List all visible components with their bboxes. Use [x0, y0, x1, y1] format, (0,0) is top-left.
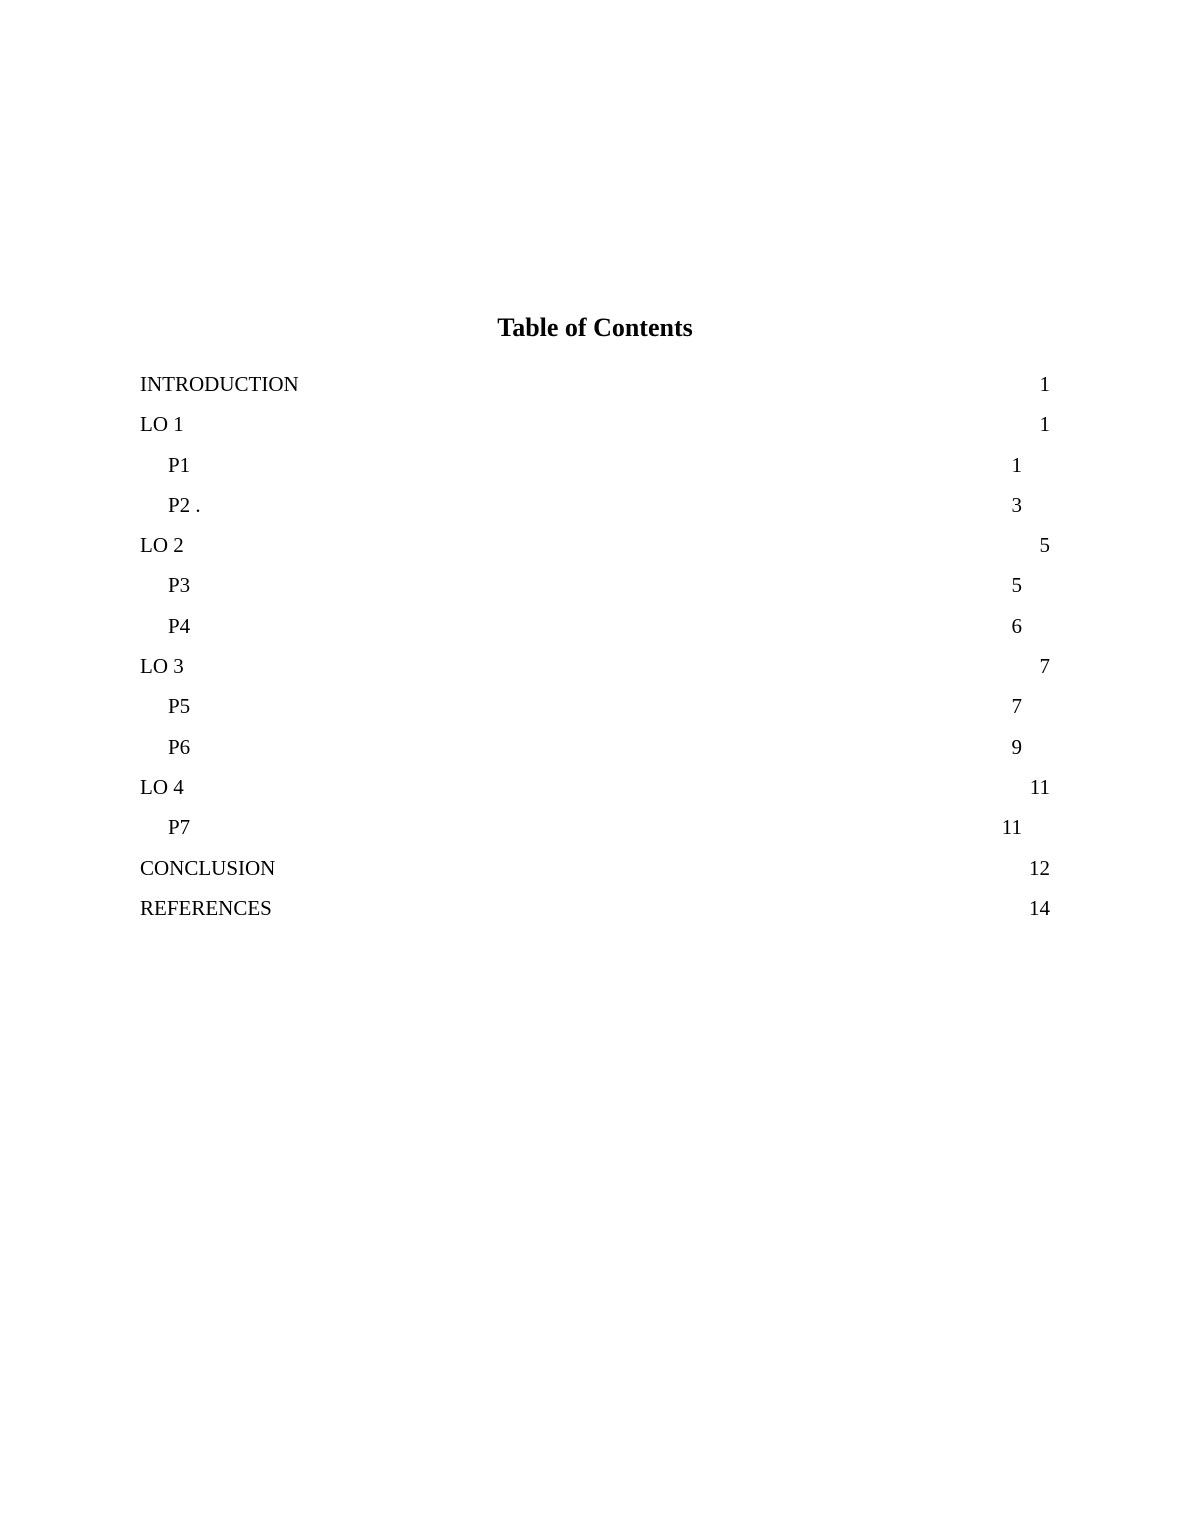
toc-entry-page: 14	[1029, 895, 1050, 920]
toc-entry[interactable]	[140, 727, 1022, 767]
toc-entry-page: 11	[1029, 774, 1050, 799]
toc-entry-label: P6	[168, 734, 196, 759]
toc-entry-label: CONCLUSION	[140, 855, 286, 880]
toc-entry[interactable]	[140, 404, 1050, 444]
toc-entry[interactable]	[140, 848, 1050, 888]
toc-entry-page: 12	[1029, 855, 1050, 880]
toc-entry-page: 7	[1039, 654, 1050, 679]
toc-entry-label: LO 1	[140, 412, 184, 437]
toc-entry[interactable]	[140, 525, 1050, 565]
toc-entry-page: 1	[1039, 372, 1050, 396]
toc-entry[interactable]	[140, 807, 1022, 847]
toc-entry-page: 7	[1011, 694, 1022, 719]
toc-entry[interactable]	[140, 888, 1050, 928]
toc-entry-page: 6	[1011, 613, 1022, 638]
toc-entry[interactable]	[140, 646, 1050, 686]
toc-entry-label: P1	[168, 452, 196, 477]
toc-entry[interactable]	[140, 565, 1022, 605]
toc-entry-label: REFERENCES	[140, 895, 278, 920]
toc-entry[interactable]	[140, 485, 1022, 525]
toc-entry-page: 5	[1011, 573, 1022, 598]
toc-entry[interactable]	[140, 364, 1050, 404]
toc-entry-label: P2 .	[168, 492, 206, 517]
toc-entry[interactable]	[140, 606, 1022, 646]
toc-entry-label: LO 4	[140, 774, 189, 799]
toc-entry-page: 3	[1011, 492, 1022, 517]
toc-entry[interactable]	[140, 767, 1050, 807]
toc-entry-label: LO 2	[140, 533, 189, 558]
toc-entry-label: LO 3	[140, 654, 184, 679]
toc-title: Table of Contents	[497, 313, 693, 342]
toc-entry-page: 11	[1001, 815, 1022, 840]
toc-entry-page: 1	[1011, 452, 1022, 477]
toc-entry-label: P7	[168, 815, 196, 840]
toc-entry-page: 5	[1039, 533, 1050, 558]
toc-entry-label: INTRODUCTION	[140, 372, 299, 396]
toc-entry[interactable]	[140, 445, 1022, 485]
toc-entry-page: 1	[1039, 412, 1050, 437]
toc-entry-label: P4	[168, 613, 196, 638]
toc-entry[interactable]	[140, 686, 1022, 726]
toc-entry-page: 9	[1011, 734, 1022, 759]
toc-entry-label: P3	[168, 573, 196, 598]
toc-entry-label: P5	[168, 694, 196, 719]
toc-list	[140, 364, 1050, 928]
